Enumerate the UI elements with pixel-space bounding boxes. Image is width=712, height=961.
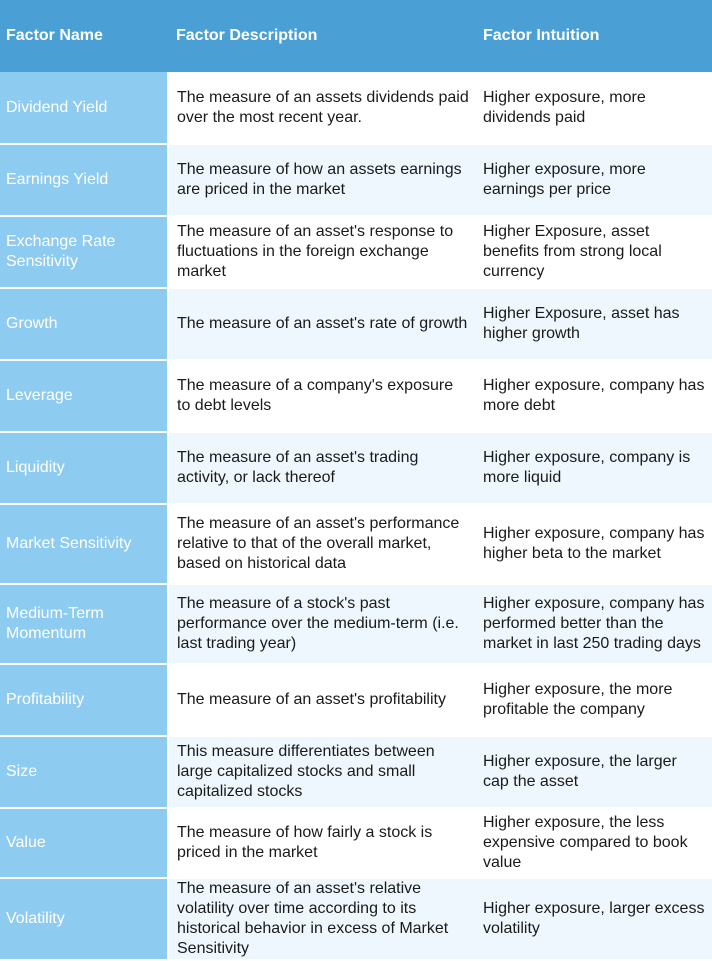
factor-description-cell: The measure of an assets dividends paid over the most recent year. (168, 72, 475, 144)
header-factor-description: Factor Description (168, 0, 475, 72)
table-header (0, 0, 712, 72)
factor-name-cell: Value (0, 808, 168, 878)
factor-description-cell: The measure of how fairly a stock is priced in the market (168, 808, 475, 878)
table-row (0, 144, 712, 216)
table-row (0, 878, 712, 960)
factor-name-cell: Earnings Yield (0, 144, 168, 216)
factor-intuition-cell: Higher exposure, the more profitable the company (475, 664, 712, 736)
factor-intuition-cell: Higher exposure, the less expensive compared to book value (475, 808, 712, 878)
table-body (0, 72, 712, 960)
factor-name-cell: Exchange Rate Sensitivity (0, 216, 168, 288)
factor-intuition-cell: Higher exposure, larger excess volatility (475, 878, 712, 960)
table-row (0, 808, 712, 878)
factor-intuition-cell: Higher exposure, more dividends paid (475, 72, 712, 144)
factor-name-cell: Growth (0, 288, 168, 360)
factor-name-cell: Profitability (0, 664, 168, 736)
factor-description-cell: The measure of an asset's rate of growth (168, 288, 475, 360)
factor-name-cell: Medium-Term Momentum (0, 584, 168, 664)
table-row (0, 584, 712, 664)
factor-description-cell: The measure of how an assets earnings are priced in the market (168, 144, 475, 216)
table-row (0, 72, 712, 144)
factor-intuition-cell: Higher exposure, company is more liquid (475, 432, 712, 504)
factor-name-cell: Volatility (0, 878, 168, 960)
factor-intuition-cell: Higher Exposure, asset has higher growth (475, 288, 712, 360)
table-row (0, 432, 712, 504)
factor-intuition-cell: Higher Exposure, asset benefits from strong local currency (475, 216, 712, 288)
factor-description-cell: The measure of an asset's relative volatility over time according to its historical behavior in excess of Market Sensitivity (168, 878, 475, 960)
table-row (0, 504, 712, 584)
factor-description-cell: The measure of an asset's performance relative to that of the overall market, based on historical data (168, 504, 475, 584)
header-row (0, 0, 712, 72)
table-row (0, 736, 712, 808)
factor-description-cell: This measure differentiates between large capitalized stocks and small capitalized stocks (168, 736, 475, 808)
factor-intuition-cell: Higher exposure, company has more debt (475, 360, 712, 432)
factor-description-cell: The measure of an asset's profitability (168, 664, 475, 736)
table-row (0, 360, 712, 432)
factor-intuition-cell: Higher exposure, company has performed better than the market in last 250 trading days (475, 584, 712, 664)
factor-name-cell: Liquidity (0, 432, 168, 504)
factor-name-cell: Size (0, 736, 168, 808)
table-row (0, 664, 712, 736)
header-factor-name: Factor Name (0, 0, 168, 72)
factor-description-cell: The measure of an asset's response to fluctuations in the foreign exchange market (168, 216, 475, 288)
factor-name-cell: Dividend Yield (0, 72, 168, 144)
factor-description-cell: The measure of an asset's trading activity, or lack thereof (168, 432, 475, 504)
factor-intuition-cell: Higher exposure, more earnings per price (475, 144, 712, 216)
factor-name-cell: Leverage (0, 360, 168, 432)
factor-intuition-cell: Higher exposure, company has higher beta to the market (475, 504, 712, 584)
header-factor-intuition: Factor Intuition (475, 0, 712, 72)
table-row (0, 288, 712, 360)
factor-name-cell: Market Sensitivity (0, 504, 168, 584)
factor-description-cell: The measure of a company's exposure to debt levels (168, 360, 475, 432)
factor-description-cell: The measure of a stock's past performance over the medium-term (i.e. last trading year) (168, 584, 475, 664)
table-row (0, 216, 712, 288)
factor-intuition-cell: Higher exposure, the larger cap the asset (475, 736, 712, 808)
